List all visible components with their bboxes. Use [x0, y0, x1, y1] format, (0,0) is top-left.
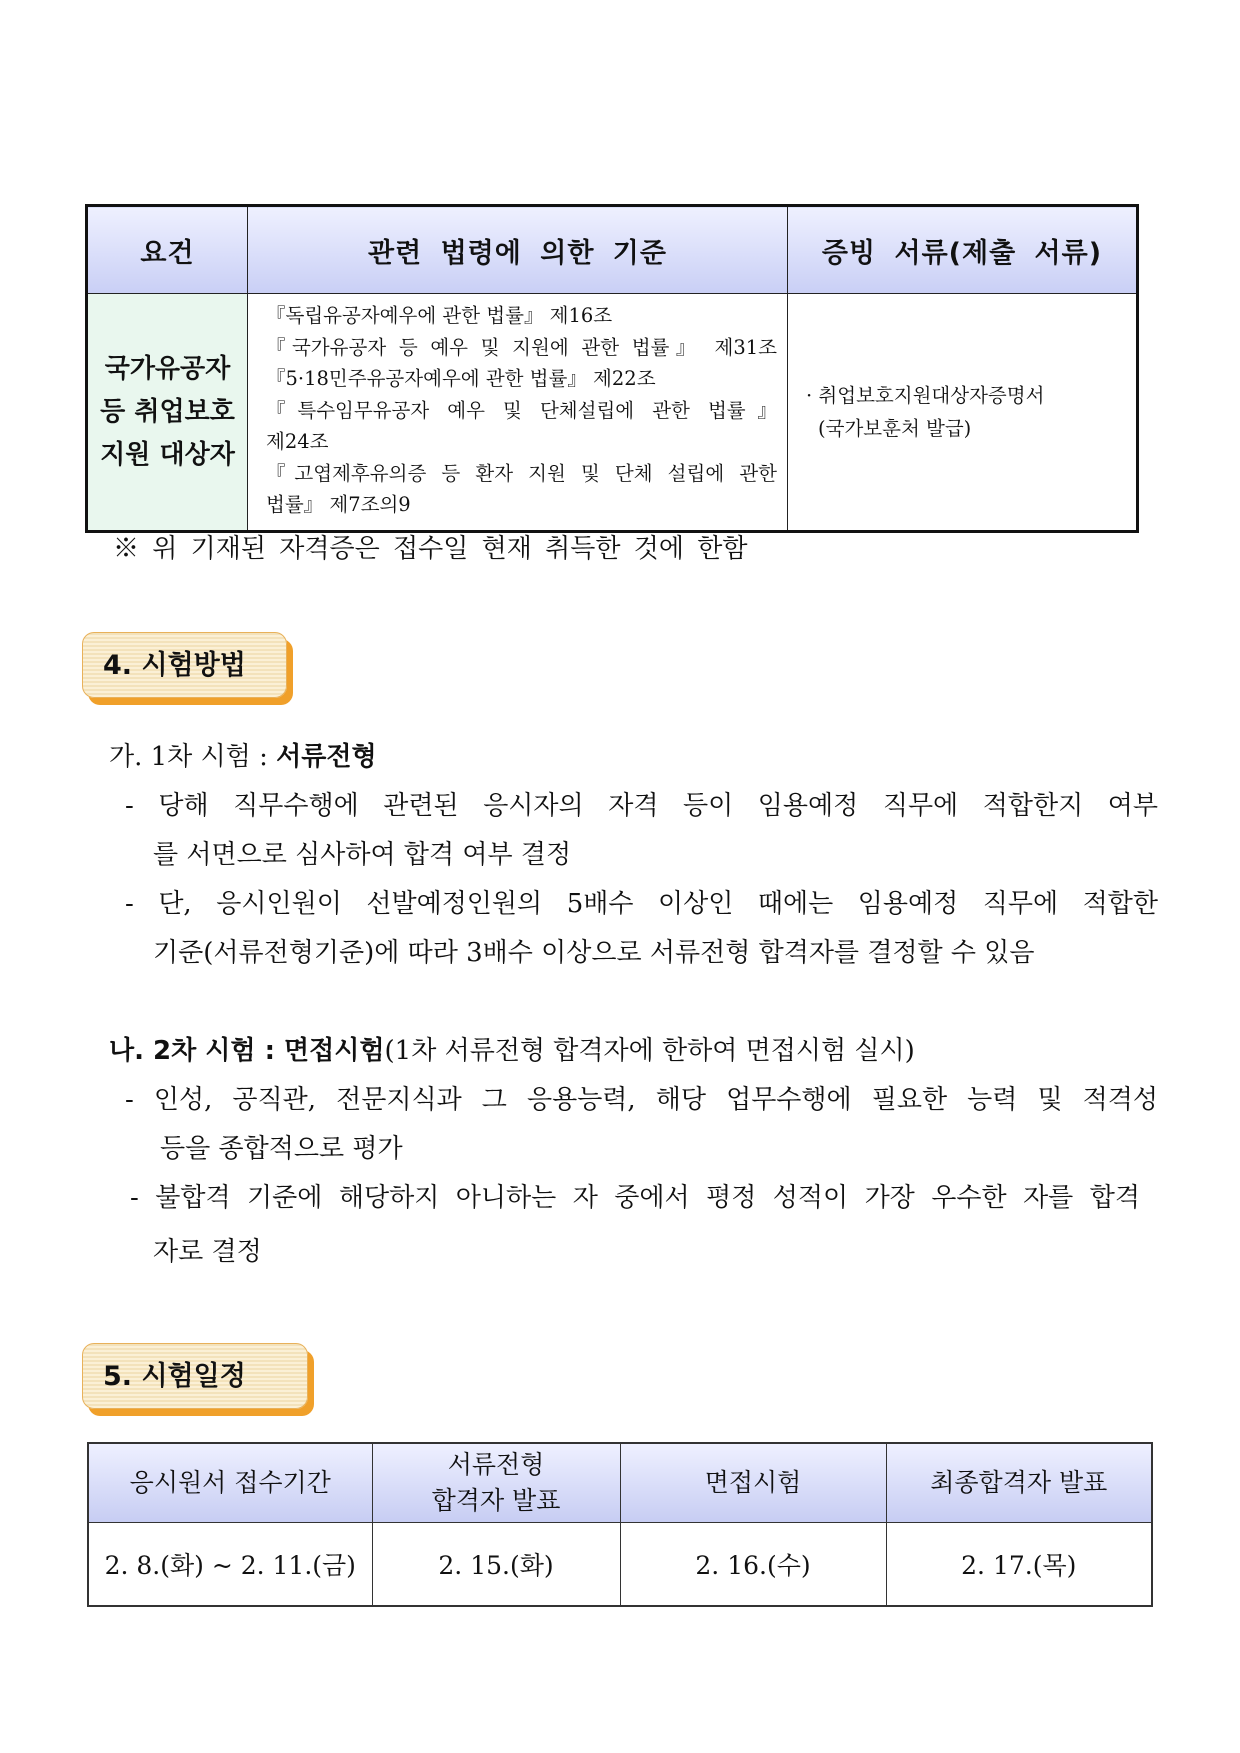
section-5-header: 5. 시험일정	[82, 1343, 308, 1409]
document-line: (국가보훈처 발급)	[818, 417, 972, 440]
schedule-header-line: 서류전형	[447, 1450, 545, 1479]
part-a-heading	[109, 736, 377, 773]
documents-cell	[788, 294, 1138, 532]
requirement-cell	[87, 294, 248, 532]
schedule-date-final: 2. 17.(목)	[886, 1523, 1152, 1607]
schedule-date-application: 2. 8.(화) ~ 2. 11.(금)	[88, 1523, 372, 1607]
part-b-item-1-line-1: - 인성, 공직관, 전문지식과 그 응용능력, 해당 업무수행에 필요한 능력 및 적격성	[125, 1085, 1158, 1115]
schedule-header-row	[88, 1443, 1152, 1523]
requirement-line: 지원 대상자	[100, 439, 235, 470]
schedule-header-final: 최종합격자 발표	[886, 1443, 1152, 1523]
law-line: 『국가유공자 등 예우 및 지원에 관한 법률』 제31조	[266, 335, 777, 359]
law-line: 『독립유공자예우에 관한 법률』 제16조	[266, 304, 613, 327]
part-a-item-1-line-2: 를 서면으로 심사하여 합격 여부 결정	[153, 840, 572, 870]
schedule-table	[87, 1442, 1153, 1607]
requirements-table	[85, 204, 1139, 533]
requirement-line: 국가유공자	[104, 353, 231, 384]
part-a-item-2-line-2: 기준(서류전형기준)에 따라 3배수 이상으로 서류전형 합격자를 결정할 수 있음	[153, 938, 1035, 968]
schedule-date-document-results: 2. 15.(화)	[372, 1523, 620, 1607]
part-a-label: 가. 1차 시험 :	[109, 742, 277, 772]
law-line: 법률』 제7조의9	[266, 493, 411, 516]
law-line: 『고엽제후유의증 등 환자 지원 및 단체 설립에 관한	[266, 461, 777, 485]
schedule-header-line: 합격자 발표	[431, 1486, 561, 1515]
part-b-item-2-line-1: - 불합격 기준에 해당하지 아니하는 자 중에서 평정 성적이 가장 우수한 자를 합격	[130, 1183, 1140, 1213]
note-text: ※ 위 기재된 자격증은 접수일 현재 취득한 것에 한함	[113, 534, 748, 564]
part-a-item-1-line-1: - 당해 직무수행에 관련된 응시자의 자격 등이 임용예정 직무에 적합한지 여부	[125, 791, 1158, 821]
schedule-header-document-results	[372, 1443, 620, 1523]
document-line: · 취업보호지원대상자증명서	[806, 384, 1045, 407]
header-law-criteria: 관련 법령에 의한 기준	[248, 206, 788, 294]
law-line: 『특수임무유공자 예우 및 단체설립에 관한 법률』	[266, 398, 777, 422]
part-a-item-2-line-1: - 단, 응시인원이 선발예정인원의 5배수 이상인 때에는 임용예정 직무에 적합한	[125, 889, 1158, 919]
part-b-label-rest: (1차 서류전형 합격자에 한하여 면접시험 실시)	[384, 1036, 915, 1066]
requirements-row	[87, 294, 1138, 532]
header-requirement: 요건	[87, 206, 248, 294]
requirements-header-row	[87, 206, 1138, 294]
section-4-header: 4. 시험방법	[82, 632, 287, 698]
law-line: 『5·18민주유공자예우에 관한 법률』 제22조	[266, 367, 656, 390]
schedule-header-interview: 면접시험	[620, 1443, 886, 1523]
part-b-label-bold: 나. 2차 시험 : 면접시험	[109, 1036, 385, 1066]
schedule-date-interview: 2. 16.(수)	[620, 1523, 886, 1607]
schedule-header-application: 응시원서 접수기간	[88, 1443, 372, 1523]
part-b-heading	[109, 1030, 915, 1067]
part-b-item-1-line-2: 등을 종합적으로 평가	[160, 1134, 403, 1164]
part-a-label-bold: 서류전형	[276, 742, 377, 772]
schedule-date-row	[88, 1523, 1152, 1607]
law-line: 제24조	[266, 430, 329, 453]
requirement-line: 등 취업보호	[100, 396, 235, 427]
header-documents: 증빙 서류(제출 서류)	[788, 206, 1138, 294]
part-b-item-2-line-2: 자로 결정	[153, 1237, 262, 1267]
law-cell	[248, 294, 788, 532]
